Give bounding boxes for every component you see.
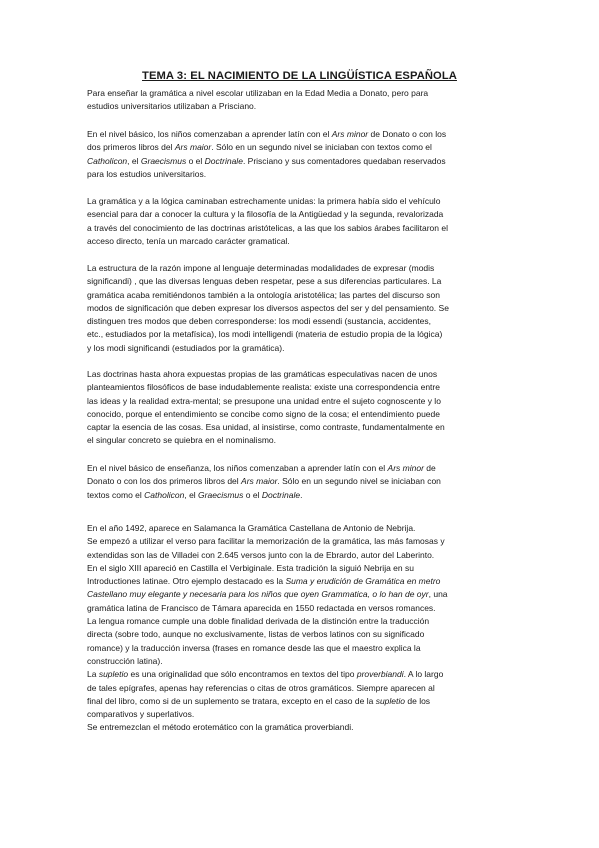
text-line: Catholicon, el Graecismus o el Doctrinale. Prisciano y sus comentadores quedaban reservados (87, 155, 446, 166)
text-line: textos como el Catholicon, el Graecismus o el Doctrinale. (87, 489, 303, 500)
book-title: Ars maior (174, 142, 212, 153)
text-line: En el nivel básico de enseñanza, los niños comenzaban a aprender latín con el Ars minor de (87, 463, 436, 473)
term: proverbiandi (356, 669, 404, 680)
text-line: Se entremezclan el método erotemático con la gramática proverbiandi. (87, 722, 354, 733)
text-line: dos primeros libros del Ars maior. Sólo en un segundo nivel se iniciaban con textos como el (87, 142, 432, 153)
page-title: TEMA 3: EL NACIMIENTO DE LA LINGÜÍSTICA ESPAÑOLA (142, 70, 457, 82)
text-line: Castellano muy elegante y necesaria para los niños que oyen Grammatica, o lo han de oyr, una (87, 589, 448, 600)
text-line: En el año 1492, aparece en Salamanca la Gramática Castellana de Antonio de Nebrija. (87, 523, 416, 533)
paragraph-7 (87, 522, 527, 735)
text-line: conocido, porque el entendimiento se concibe como signo de la cosa; el entendimiento puede (87, 408, 440, 419)
text-line: el singular concreto se quiebra en el nominalismo. (87, 435, 276, 446)
paragraph-5 (87, 368, 527, 448)
book-title: Doctrinale (204, 155, 243, 166)
paragraph-1 (87, 87, 527, 114)
text-line: gramática latina de Francisco de Támara aparecida en 1550 redactada en versos romances. (87, 602, 436, 613)
paragraph-6 (87, 462, 527, 502)
text-line: extendidas son las de Villadei con 2.645 versos junto con la de Ebrardo, autor del Laberinto. (87, 549, 435, 560)
book-title: Suma y erudición de Gramática en metro (285, 576, 441, 587)
text-line: La gramática y a la lógica caminaban estrechamente unidas: la primera había sido el vehículo (87, 196, 441, 206)
paragraph-3 (87, 195, 527, 248)
text-line: modos de significación que deben expresar los diversos aspectos del ser y del pensamiento. Se (87, 302, 449, 313)
text-line: estudios universitarios utilizaban a Prisciano. (87, 101, 257, 112)
text-line: significandi) , que las diversas lenguas deben respetar, pese a sus diferencias particulares. La (87, 276, 442, 287)
text-line: En el nivel básico, los niños comenzaban a aprender latín con el Ars minor de Donato o con los (87, 129, 447, 139)
text-line: La estructura de la razón impone al lenguaje determinadas modalidades de expresar (modis (87, 263, 435, 273)
text-line: comparativos y superlativos. (87, 709, 195, 720)
text-line: para los estudios universitarios. (87, 168, 207, 179)
text-line: Para enseñar la gramática a nivel escolar utilizaban en la Edad Media a Donato, pero para (87, 88, 429, 98)
text-line: y los modi significandi (estudiados por la gramática). (87, 342, 285, 353)
text-line: distinguen tres modos que deben corresponderse: los modi essendi (sustancia, accidentes, (87, 316, 431, 327)
book-title: Doctrinale (261, 489, 301, 500)
text-line: final del libro, como si de un suplemento se tratara, excepto en el caso de la supletio de los (87, 695, 431, 706)
paragraph-4 (87, 262, 527, 355)
term: supletio (375, 695, 406, 706)
text-line: Introductiones latinae. Otro ejemplo destacado es la Suma y erudición de Gramática en metro (87, 576, 441, 587)
term: supletio (98, 669, 129, 680)
book-title: Castellano muy elegante y necesaria para los niños que oyen Grammatica, o lo han de oyr (87, 589, 429, 600)
text-line: de tales epígrafes, apenas hay referencias o citas de otros gramáticos. Siempre aparecen al (87, 682, 435, 693)
book-title: Ars minor (387, 463, 424, 473)
text-line: etc., estudiados por la metafísica), los modi intelligendi (materia de estudio propia de la lógica) (87, 329, 443, 340)
book-title: Ars maior (241, 476, 278, 487)
text-line: La lengua romance cumple una doble finalidad derivada de la distinción entre la traducción (87, 616, 430, 627)
text-line: a través del conocimiento de las doctrinas aristótelicas, a las que los sabios árabes facilitaron el (87, 222, 448, 233)
text-line: Las doctrinas hasta ahora expuestas propias de las gramáticas especulativas nacen de unos (87, 369, 438, 379)
text-line: esencial para dar a conocer la cultura y la filosofía de la Antigüedad y la segunda, revalorizada (87, 209, 444, 220)
text-line: La supletio es una originalidad que sólo encontramos en textos del tipo proverbiandi. A lo largo (87, 669, 444, 680)
book-title: Graecismus (140, 155, 187, 166)
text-line: directa (sobre todo, aunque no exclusivamente, listas de verbos latinos con su significado (87, 629, 425, 640)
text-line: acceso directo, tenía un marcado carácter gramatical. (87, 235, 290, 246)
book-title: Graecismus (198, 489, 244, 500)
book-title: Catholicon (144, 489, 185, 500)
text-line: captar la esencia de las cosas. Esa unidad, al insistirse, como contraste, fundamentalmente en (87, 422, 445, 433)
text-line: las ideas y la realidad extra-mental; se presupone una unidad entre el sujeto cognoscente y lo (87, 395, 441, 406)
text-line: romance) y la traducción inversa (frases en romance desde las que el maestro explica la (87, 642, 421, 653)
text-line: planteamientos filosóficos de base indudablemente realista: existe una correspondencia entre (87, 382, 440, 393)
text-line: En el siglo XIII apareció en Castilla el Verbiginale. Esta tradición la siguió Nebrija en su (87, 562, 414, 573)
text-line: Donato o con los dos primeros libros del Ars maior. Sólo en un segundo nivel se iniciaban con (87, 476, 441, 487)
text-line: Se empezó a utilizar el verso para facilitar la memorización de la gramática, las más famosas y (87, 536, 445, 547)
text-line: construcción latina). (87, 655, 163, 666)
book-title: Catholicon (87, 155, 128, 166)
paragraph-2 (87, 128, 527, 181)
book-title: Ars minor (331, 129, 369, 139)
text-line: gramática acaba remitiéndonos también a la ontología aristotélica; las partes del discurso son (87, 289, 440, 300)
